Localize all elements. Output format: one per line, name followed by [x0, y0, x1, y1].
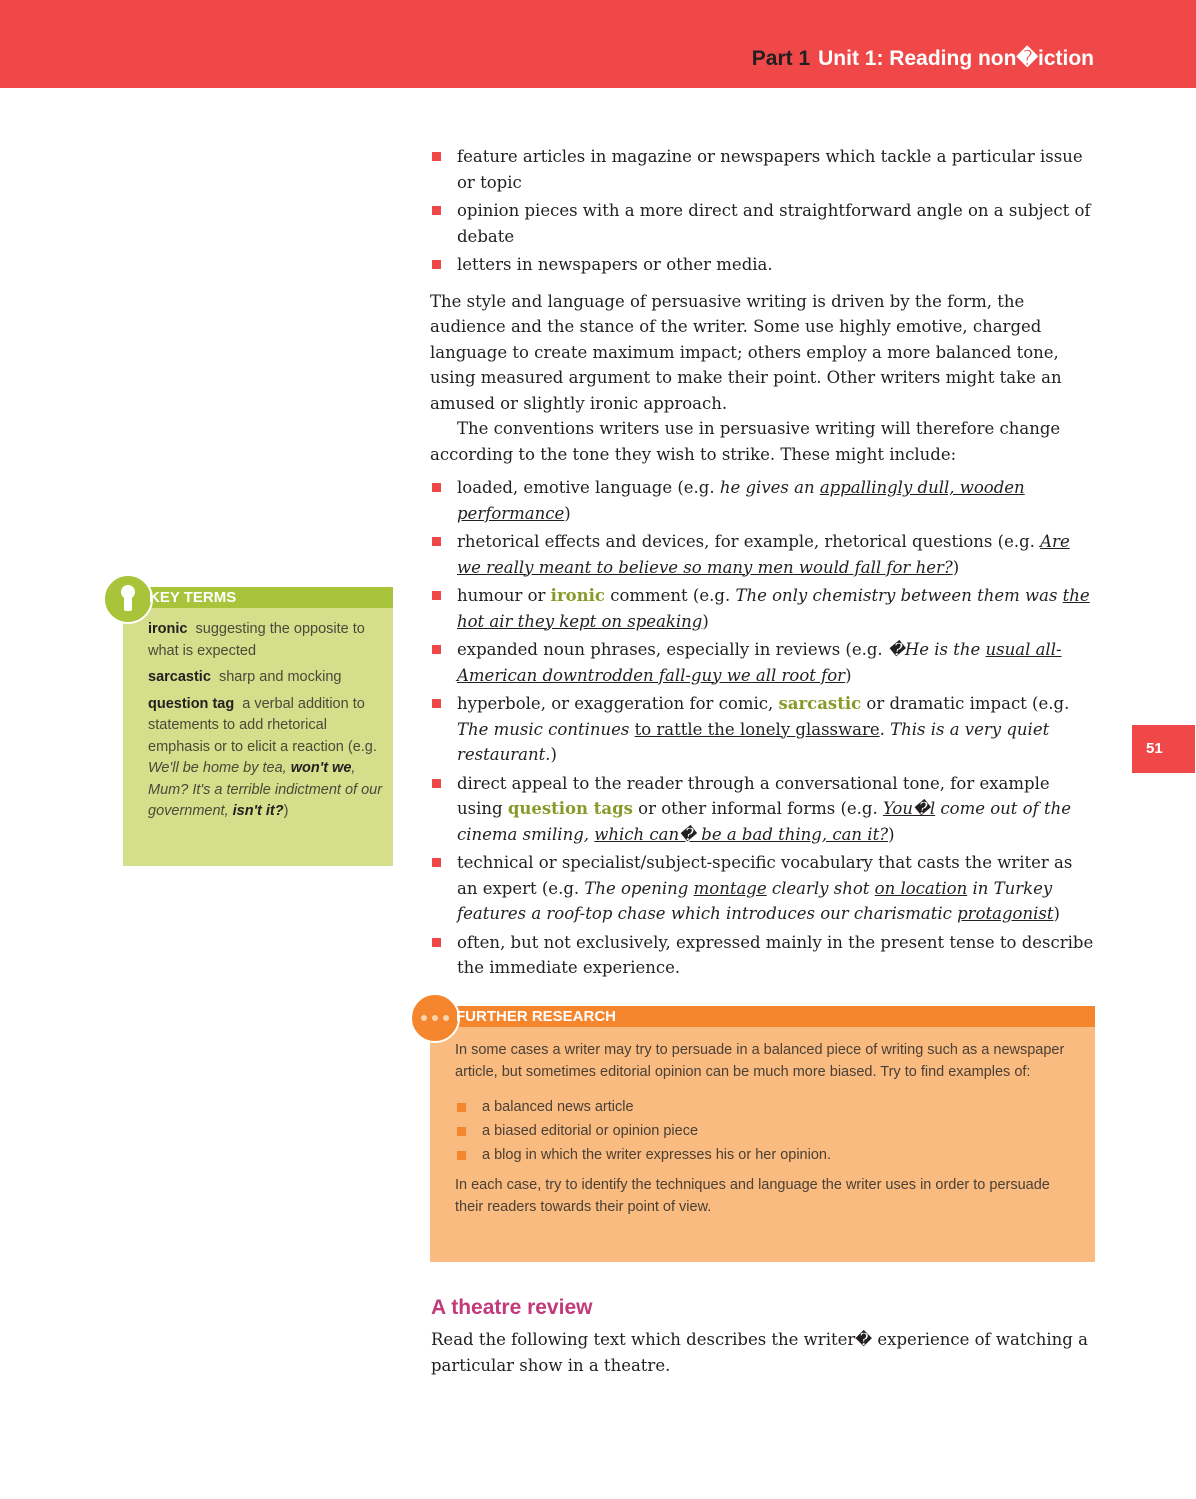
key-term-entry: ironic suggesting the opposite to what is expected: [148, 621, 365, 659]
square-bullet-icon: [432, 645, 441, 654]
further-research-box: [430, 1006, 1095, 1262]
list-item: opinion pieces with a more direct and straightforward angle on a subject of debate: [430, 198, 1095, 249]
key-term-ironic: ironic: [550, 586, 605, 605]
list-item: direct appeal to the reader through a conversational tone, for example using question tags or other informal forms (e.g. You�l come out of the cinema smiling, which can� be a bad thing, can it?): [430, 771, 1095, 848]
part-label: Part 1: [751, 47, 811, 70]
list-item: a balanced news article: [455, 1095, 1075, 1119]
list-item: loaded, emotive language (e.g. he gives an appallingly dull, wooden performance): [430, 475, 1095, 526]
list-item: a biased editorial or opinion piece: [455, 1119, 1075, 1143]
key-term-question-tags: question tags: [507, 799, 633, 818]
main-column: [430, 144, 1095, 984]
body-paragraph: The style and language of persuasive writing is driven by the form, the audience and the stance of the writer. Some use highly emotive, charged language to create maximum impact; others employ a more balanced tone, using measured argument to make their point. Other writers might take an amused or slightly ironic approach.: [430, 291, 1062, 413]
square-bullet-icon: [432, 483, 441, 492]
list-item: rhetorical effects and devices, for example, rhetorical questions (e.g. Are we really meant to believe so many men would fall for her?): [430, 529, 1095, 580]
keyhole-icon: [103, 574, 153, 624]
list-item: hyperbole, or exaggeration for comic, sarcastic or dramatic impact (e.g. The music continues to rattle the lonely glassware. This is a very quiet restaurant.): [430, 691, 1095, 768]
square-bullet-icon: [432, 938, 441, 947]
key-terms-title: KEY TERMS: [149, 589, 237, 606]
key-terms-box: [123, 587, 393, 866]
list-item: humour or ironic comment (e.g. The only chemistry between them was the hot air they kept on speaking): [430, 583, 1095, 634]
square-bullet-icon: [457, 1151, 466, 1160]
list-item: technical or specialist/subject-specific vocabulary that casts the writer as an expert (e.g. The opening montage clearly shot on location in Turkey features a roof-top chase which introduces our charismatic protagonist): [430, 850, 1095, 927]
forms-list: [430, 144, 1095, 278]
research-list: [455, 1095, 1075, 1167]
square-bullet-icon: [457, 1127, 466, 1136]
list-item: feature articles in magazine or newspapers which tackle a particular issue or topic: [430, 144, 1095, 195]
section-intro: Read the following text which describes the writer� experience of watching a particular show in a theatre.: [431, 1330, 1088, 1375]
list-item: a blog in which the writer expresses his or her opinion.: [455, 1143, 1075, 1167]
further-research-title: FURTHER RESEARCH: [456, 1008, 617, 1025]
body-paragraph: The conventions writers use in persuasive writing will therefore change according to the tone they wish to strike. These might include:: [430, 419, 1061, 464]
key-term-entry: sarcastic sharp and mocking: [148, 669, 342, 685]
square-bullet-icon: [432, 858, 441, 867]
square-bullet-icon: [432, 779, 441, 788]
square-bullet-icon: [432, 152, 441, 161]
research-intro: In some cases a writer may try to persuade in a balanced piece of writing such as a newspaper article, but sometimes editorial opinion can be much more biased. Try to find examples of:: [455, 1042, 1065, 1080]
square-bullet-icon: [432, 206, 441, 215]
research-outro: In each case, try to identify the techniques and language the writer uses in order to persuade their readers towards their point of view.: [455, 1177, 1050, 1215]
dots-icon: [410, 993, 460, 1043]
square-bullet-icon: [432, 260, 441, 269]
key-terms-body: [148, 619, 383, 828]
list-item: letters in newspapers or other media.: [430, 252, 1095, 278]
conventions-list: [430, 475, 1095, 981]
square-bullet-icon: [432, 591, 441, 600]
running-head: [752, 46, 1094, 71]
page-number: 51: [1132, 725, 1195, 773]
list-item: expanded noun phrases, especially in reviews (e.g. �He is the usual all-American downtrodden fall-guy we all root for): [430, 637, 1095, 688]
square-bullet-icon: [432, 537, 441, 546]
unit-label: Unit 1: Reading non�iction: [818, 47, 1094, 70]
square-bullet-icon: [432, 699, 441, 708]
page-header: [0, 0, 1196, 88]
key-term-entry: question tag a verbal addition to statements to add rhetorical emphasis or to elicit a reaction (e.g. We'll be home by tea, won't we, Mum? It's a terrible indictment of our government, isn't it?): [148, 695, 383, 819]
list-item: often, but not exclusively, expressed mainly in the present tense to describe the immediate experience.: [430, 930, 1095, 981]
key-term-sarcastic: sarcastic: [778, 694, 862, 713]
square-bullet-icon: [457, 1103, 466, 1112]
section-heading: A theatre review: [431, 1296, 593, 1319]
further-research-body: [455, 1040, 1075, 1218]
